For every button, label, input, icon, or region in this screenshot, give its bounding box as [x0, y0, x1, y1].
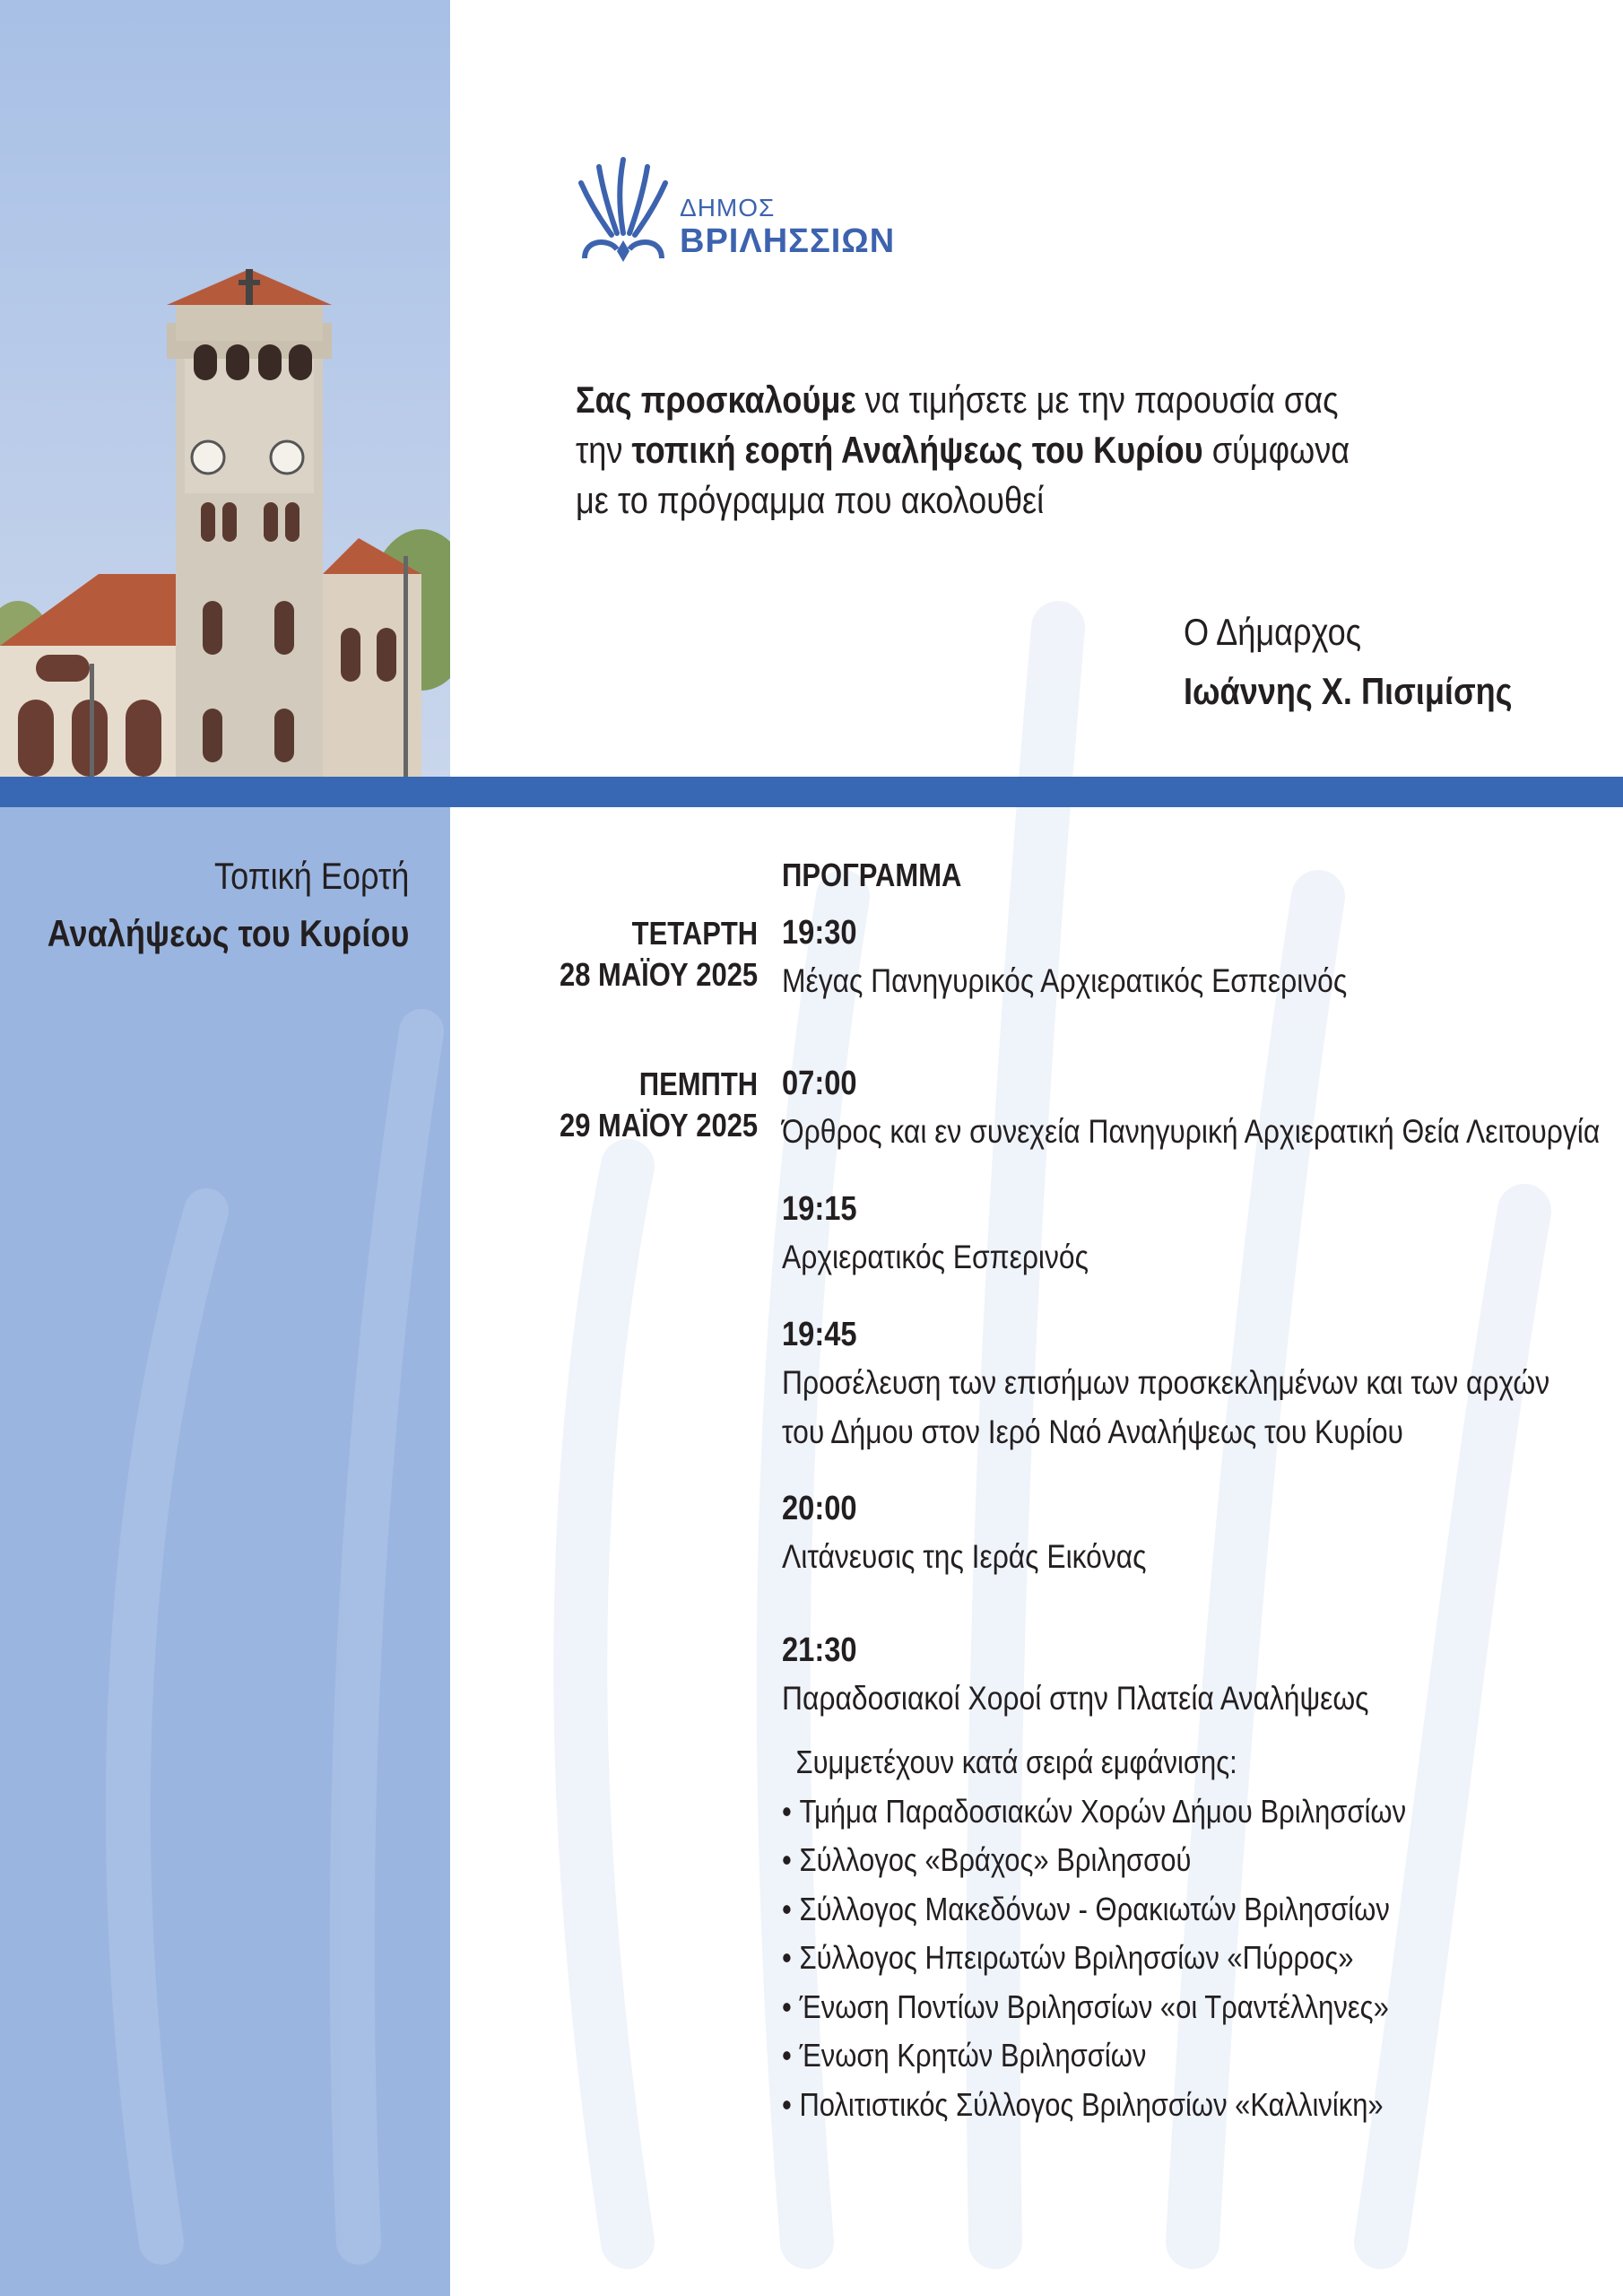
program-event — [782, 1311, 1549, 1457]
municipality-logo — [574, 152, 896, 278]
event-description: Προσέλευση των επισήμων προσκεκλημένων και των αρχών — [782, 1364, 1550, 1401]
event-time: 19:15 — [782, 1190, 857, 1228]
program-heading: ΠΡΟΓΡΑΜΜΑ — [782, 857, 962, 893]
program-event — [782, 1186, 1089, 1282]
participants-intro: Συμμετέχουν κατά σειρά εμφάνισης: — [795, 1744, 1237, 1780]
day-thursday — [560, 1064, 758, 1146]
mayor-role: Ο Δήμαρχος — [1184, 611, 1362, 653]
invitation-line-1: να τιμήσετε με την παρουσία σας — [855, 378, 1339, 421]
list-item: • Σύλλογος Ηπειρωτών Βριλησσίων «Πύρρος» — [782, 1934, 1406, 1983]
event-time: 19:30 — [782, 914, 857, 952]
list-item: • Τμήμα Παραδοσιακών Χορών Δήμου Βριλησσίων — [782, 1787, 1406, 1837]
event-time: 21:30 — [782, 1631, 857, 1669]
divider-band — [0, 777, 1623, 807]
logo-line-dimos: ΔΗΜΟΣ — [680, 194, 776, 222]
day-weekday: ΤΕΤΑΡΤΗ — [631, 915, 758, 952]
event-description: Λιτάνευσις της Ιεράς Εικόνας — [782, 1538, 1147, 1575]
palmette-logo-icon — [574, 152, 673, 269]
mayor-name: Ιωάννης Χ. Πισιμίσης — [1184, 670, 1513, 712]
invitation-bold-2: τοπική εορτή Αναλήψεως του Κυρίου — [631, 429, 1203, 471]
event-title-line-1: Τοπική Εορτή — [213, 855, 409, 897]
invitation-line-2-end: σύμφωνα — [1202, 429, 1350, 471]
church-photo — [0, 0, 450, 777]
list-item: • Πολιτιστικός Σύλλογος Βριλησσίων «Καλλινίκη» — [782, 2081, 1406, 2130]
participants-list — [782, 1738, 1406, 2129]
event-description: Μέγας Πανηγυρικός Αρχιερατικός Εσπερινός — [782, 962, 1348, 999]
mayor-signature — [1184, 603, 1513, 721]
list-item: • Ένωση Κρητών Βριλησσίων — [782, 2031, 1406, 2081]
day-date: 29 ΜΑΪΟΥ 2025 — [559, 1107, 758, 1144]
event-time: 20:00 — [782, 1490, 857, 1527]
day-date: 28 ΜΑΪΟΥ 2025 — [559, 956, 758, 993]
event-description: Όρθρος και εν συνεχεία Πανηγυρική Αρχιερατική Θεία Λειτουργία — [782, 1113, 1601, 1150]
invitation-text — [576, 375, 1424, 526]
event-title — [47, 848, 409, 962]
list-item: • Σύλλογος Μακεδόνων - Θρακιωτών Βριλησσίων — [782, 1885, 1406, 1935]
event-time: 19:45 — [782, 1316, 857, 1353]
program-event — [782, 1627, 1369, 1723]
event-description-cont: του Δήμου στον Ιερό Ναό Αναλήψεως του Κυρίου — [782, 1413, 1403, 1450]
event-time: 07:00 — [782, 1065, 857, 1102]
program-event — [782, 909, 1347, 1005]
logo-line-vrilission: ΒΡΙΛΗΣΣΙΩΝ — [680, 222, 896, 260]
program-event — [782, 1485, 1147, 1581]
invitation-line-2-start: την — [576, 429, 632, 471]
invitation-bold-1: Σας προσκαλούμε — [576, 378, 856, 421]
list-item: • Σύλλογος «Βράχος» Βριλησσού — [782, 1836, 1406, 1885]
event-description: Αρχιερατικός Εσπερινός — [782, 1239, 1089, 1275]
day-wednesday — [560, 913, 758, 996]
program-event — [782, 1060, 1600, 1156]
day-weekday: ΠΕΜΠΤΗ — [638, 1065, 758, 1102]
list-item: • Ένωση Ποντίων Βριλησσίων «οι Τραντέλληνες» — [782, 1983, 1406, 2032]
event-title-line-2: Αναλήψεως του Κυρίου — [47, 912, 409, 954]
invitation-line-3: με το πρόγραμμα που ακολουθεί — [576, 479, 1045, 521]
event-description: Παραδοσιακοί Χοροί στην Πλατεία Αναλήψεως — [782, 1680, 1369, 1717]
